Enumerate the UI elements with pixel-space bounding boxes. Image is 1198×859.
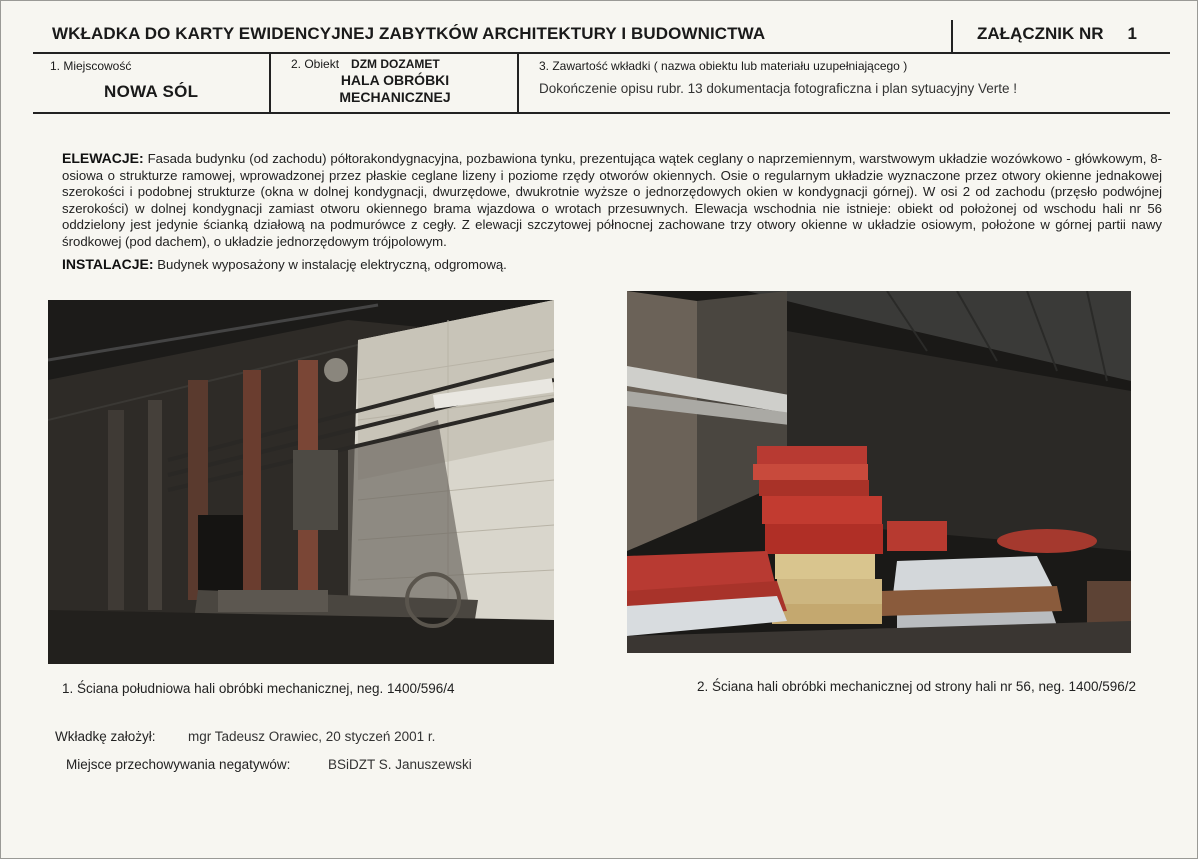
header-rule [33,52,1170,54]
contents-value: Dokończenie opisu rubr. 13 dokumentacja fotograficzna i plan sytuacyjny Verte ! [539,81,1018,96]
field-divider-1 [269,53,271,113]
object-name-line1: HALA OBRÓBKI [340,72,450,88]
object-code: DZM DOZAMET [351,57,440,71]
object-name-line2: MECHANICZNEJ [339,89,451,105]
object-label-group [291,57,440,71]
elevations-text: Fasada budynku (od zachodu) półtorakondygnacyjna, pozbawiona tynku, prezentująca wątek ceglany o naprzemiennym, warstwowym układzie wozówkowo - główkowym, 8-osiowa o strukturze ramowej, wprowadzonej przez płaskie ceglane lizeny i poziome rzędy otworów okiennych. Osie o regularnym układzie wyznaczone przez otwory okienne jednakowej szerokości i podobnej strukturze (okna w dolnej kondygnacji, dwurzędowe, dwukrotnie wyższe o jednorzędowych okien w kondygnacji górnej). W osi 2 od zachodu (przęsło podwójnej szerokości) w dolnej kondygnacji zamiast otworu okiennego brama wjazdowa o wrotach przesuwnych. Elewacja wschodnia nie istnieje: obiekt od położonej od wschodu hali nr 56 oddzielony jest jedynie ścianką działową na podmurówce z cegły. Z elewacji szczytowej północnej zachowane trzy otwory okienne w układzie osiowym, położone w górnej partii nawy środkowej (pod dachem), o układzie jednorzędowym trójpolowym. [62,151,1162,249]
field-divider-2 [517,53,519,113]
installations-heading: INSTALACJE: [62,256,154,272]
storage-label: Miejsce przechowywania negatywów: [66,757,291,772]
contents-label: 3. Zawartość wkładki ( nazwa obiektu lub materiału uzupełniającego ) [539,59,908,73]
created-by-value: mgr Tadeusz Orawiec, 20 styczeń 2001 r. [188,729,436,744]
photo-south-wall [48,300,554,664]
locality-value: NOWA SÓL [104,82,199,101]
storage-value: BSiDZT S. Januszewski [328,757,472,772]
photo-2-caption: 2. Ściana hali obróbki mechanicznej od strony hali nr 56, neg. 1400/596/2 [697,679,1137,694]
photo-hall-interior [627,291,1131,653]
annex-number: 1 [1127,24,1138,43]
installations-paragraph [62,256,1162,274]
fields-rule [33,112,1170,114]
object-label: 2. Obiekt [291,57,340,71]
photo-1-caption: 1. Ściana południowa hali obróbki mechanicznej, neg. 1400/596/4 [62,681,455,696]
photo-south-wall-image [48,300,554,664]
photo-hall-interior-image [627,291,1131,653]
elevations-heading: ELEWACJE: [62,150,144,166]
form-title: WKŁADKA DO KARTY EWIDENCYJNEJ ZABYTKÓW ARCHITEKTURY I BUDOWNICTWA [52,24,766,43]
header-divider [951,20,953,52]
elevations-paragraph [62,150,1162,250]
locality-label: 1. Miejscowość [50,59,132,73]
created-by-label: Wkładkę założył: [55,729,156,744]
installations-text: Budynek wyposażony w instalację elektryczną, odgromową. [157,257,507,272]
object-name [332,72,458,106]
annex-label-group [977,24,1137,44]
annex-label: ZAŁĄCZNIK NR [977,24,1104,43]
